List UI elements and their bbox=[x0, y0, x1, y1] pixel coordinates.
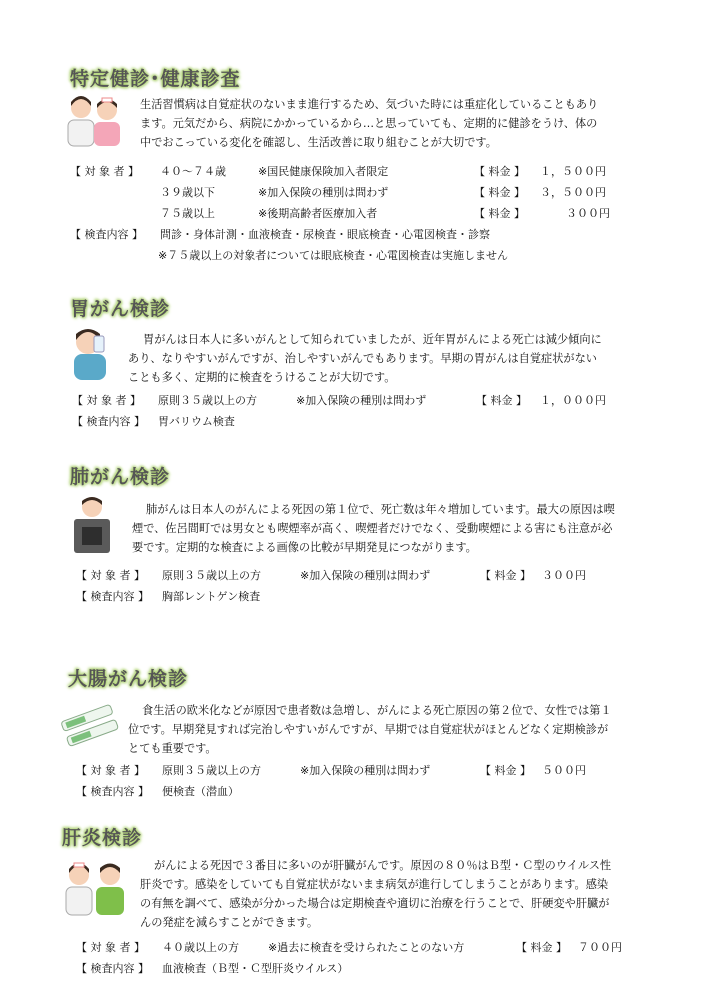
target-note: ※過去に検査を受けられたことのない方 bbox=[268, 941, 465, 954]
desc-colon bbox=[128, 701, 612, 758]
content-value: 胃バリウム検査 bbox=[158, 415, 235, 428]
desc-line: ことも多く、定期的に検査をうけることが大切です。 bbox=[128, 371, 396, 384]
target-age: ７５歳以上 bbox=[160, 207, 215, 220]
fee-value: ７００円 bbox=[578, 941, 622, 954]
desc-line: 肝炎です。感染をしていても自覚症状がないまま病気が進行してしまうことがあります。感染 bbox=[140, 878, 609, 891]
desc-line: 肺がんは日本人のがんによる死因の第１位で、死亡数は年々増加しています。最大の原因は喫 bbox=[146, 503, 615, 516]
desc-line: とても重要です。 bbox=[128, 742, 217, 755]
fee-value: ３００円 bbox=[566, 207, 610, 220]
fee-label: 【 料金 】 bbox=[516, 941, 567, 954]
section-title-hepatitis: 肝炎検診 bbox=[62, 827, 143, 849]
content-label: 【 検査内容 】 bbox=[76, 962, 149, 975]
content-value: 問診・身体計測・血液検査・尿検査・眼底検査・心電図検査・診察 bbox=[160, 228, 490, 241]
section-title-tokutei: 特定健診･健康診査 bbox=[70, 68, 241, 90]
fee-value: １，０００円 bbox=[540, 394, 606, 407]
desc-line: 食生活の欧米化などが原因で患者数は急増し、がんによる死亡原因の第２位で、女性では第１ bbox=[142, 704, 612, 717]
nurse-patient-illustration bbox=[62, 855, 128, 917]
fee-value: １，５００円 bbox=[540, 165, 606, 178]
content-note: ※７５歳以上の対象者については眼底検査・心電図検査は実施しません bbox=[158, 249, 508, 262]
desc-line: んの発症を減らすことができます。 bbox=[140, 916, 319, 929]
target-label: 【 対 象 者 】 bbox=[76, 569, 145, 582]
fee-value: ３００円 bbox=[542, 569, 586, 582]
target-note: ※加入保険の種別は問わず bbox=[300, 764, 431, 777]
drinking-person-illustration bbox=[68, 322, 112, 380]
desc-stomach bbox=[128, 330, 602, 387]
fee-label: 【 料金 】 bbox=[474, 165, 525, 178]
target-note: ※加入保険の種別は問わず bbox=[300, 569, 431, 582]
desc-line: あり、なりやすいがんですが、治しやすいがんでもあります。早期の胃がんは自覚症状がない bbox=[128, 352, 597, 365]
content-label: 【 検査内容 】 bbox=[76, 590, 149, 603]
section-title-lung: 肺がん検診 bbox=[70, 466, 171, 488]
content-value: 血液検査（Ｂ型・Ｃ型肝炎ウイルス） bbox=[162, 962, 349, 975]
target-age: ３９歳以下 bbox=[160, 186, 215, 199]
target-note: ※加入保険の種別は問わず bbox=[296, 394, 427, 407]
desc-line: 生活習慣病は自覚症状のないまま進行するため、気づいた時には重症化していることもあり bbox=[140, 98, 599, 111]
content-label: 【 検査内容 】 bbox=[70, 228, 143, 241]
target-value: ４０歳以上の方 bbox=[162, 941, 239, 954]
desc-line: 要です。定期的な検査による画像の比較が早期発見につながります。 bbox=[132, 541, 477, 554]
target-value: 原則３５歳以上の方 bbox=[158, 394, 257, 407]
target-label: 【 対 象 者 】 bbox=[72, 394, 141, 407]
target-label: 【 対 象 者 】 bbox=[76, 941, 145, 954]
doctor-nurse-illustration bbox=[64, 90, 126, 148]
content-value: 便検査（潜血） bbox=[162, 785, 239, 798]
target-label: 【 対 象 者 】 bbox=[70, 165, 139, 178]
target-age: ４０～７４歳 bbox=[160, 165, 226, 178]
target-value: 原則３５歳以上の方 bbox=[162, 764, 261, 777]
fee-label: 【 料金 】 bbox=[474, 186, 525, 199]
content-label: 【 検査内容 】 bbox=[76, 785, 149, 798]
section-title-stomach: 胃がん検診 bbox=[70, 298, 171, 320]
desc-line: ます。元気だから、病院にかかっているから…と思っていても、定期的に健診をうけ、体の bbox=[140, 117, 598, 130]
target-note: ※国民健康保険加入者限定 bbox=[258, 165, 389, 178]
desc-line: 中でおこっている変化を確認し、生活改善に取り組むことが大切です。 bbox=[140, 136, 497, 149]
desc-line: がんによる死因で３番目に多いのが肝臓がんです。原因の８０％はＢ型・Ｃ型のウイルス性 bbox=[154, 859, 612, 872]
desc-tokutei bbox=[140, 95, 598, 152]
fee-label: 【 料金 】 bbox=[476, 394, 527, 407]
target-note: ※後期高齢者医療加入者 bbox=[258, 207, 378, 220]
test-kit-illustration bbox=[60, 700, 122, 752]
desc-line: 煙で、佐呂間町では男女とも喫煙率が高く、喫煙者だけでなく、受動喫煙による害にも注意が必 bbox=[132, 522, 613, 535]
fee-value: ３，５００円 bbox=[540, 186, 606, 199]
fee-label: 【 料金 】 bbox=[480, 569, 531, 582]
desc-line: 胃がんは日本人に多いがんとして知られていましたが、近年胃がんによる死亡は減少傾向に bbox=[143, 333, 602, 346]
content-label: 【 検査内容 】 bbox=[72, 415, 145, 428]
target-label: 【 対 象 者 】 bbox=[76, 764, 145, 777]
desc-line: 位です。早期発見すれば完治しやすいがんですが、早期では自覚症状がほとんどなく定期検診が bbox=[128, 723, 609, 736]
fee-value: ５００円 bbox=[542, 764, 586, 777]
desc-lung bbox=[132, 500, 615, 557]
content-value: 胸部レントゲン検査 bbox=[162, 590, 261, 603]
fee-label: 【 料金 】 bbox=[480, 764, 531, 777]
desc-line: の有無を調べて、感染が分かった場合は定期検査や適切に治療を行うことで、肝硬変や肝臓が bbox=[140, 897, 610, 910]
xray-person-illustration bbox=[68, 495, 116, 555]
fee-label: 【 料金 】 bbox=[474, 207, 525, 220]
target-value: 原則３５歳以上の方 bbox=[162, 569, 261, 582]
target-note: ※加入保険の種別は問わず bbox=[258, 186, 389, 199]
section-title-colon: 大腸がん検診 bbox=[68, 668, 189, 690]
desc-hepatitis bbox=[140, 856, 611, 932]
